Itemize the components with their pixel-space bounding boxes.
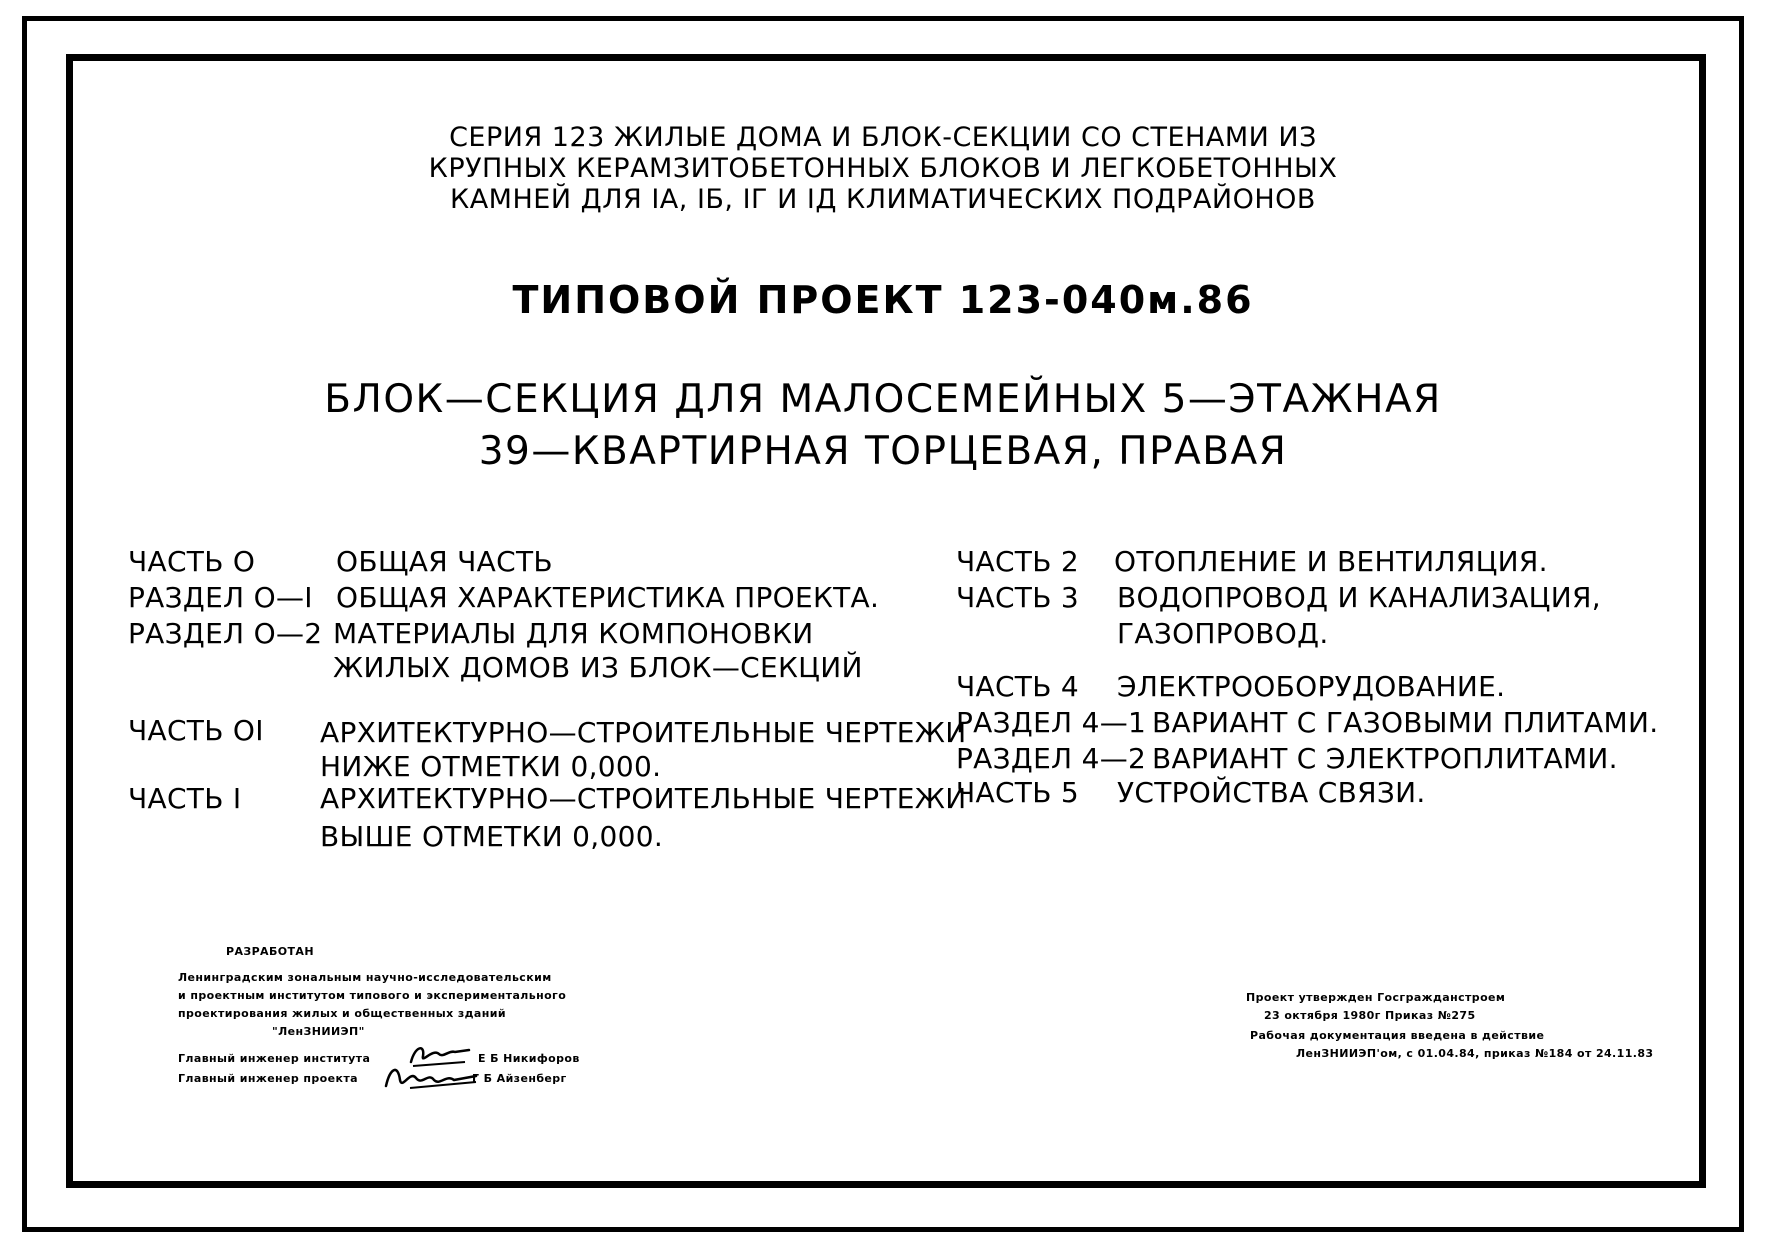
toc-left-text-0: ОБЩАЯ ЧАСТЬ bbox=[336, 545, 553, 578]
chief-project-title: Главный инженер проекта bbox=[178, 1072, 358, 1085]
developer-line-3: проектирования жилых и общественных зданий bbox=[178, 1007, 506, 1020]
toc-left-label-4: ЧАСТЬ I bbox=[128, 782, 242, 815]
toc-left-text-2b: ЖИЛЫХ ДОМОВ ИЗ БЛОК—СЕКЦИЙ bbox=[333, 651, 863, 684]
toc-right-text-0: ОТОПЛЕНИЕ И ВЕНТИЛЯЦИЯ. bbox=[1114, 545, 1548, 578]
subtitle-line-1: БЛОК—СЕКЦИЯ ДЛЯ МАЛОСЕМЕЙНЫХ 5—ЭТАЖНАЯ bbox=[324, 377, 1442, 422]
developer-line-4: "ЛенЗНИИЭП" bbox=[272, 1025, 365, 1038]
developer-line-1: Ленинградским зональным научно-исследовательским bbox=[178, 971, 552, 984]
toc-left-label-1: РАЗДЕЛ О—I bbox=[128, 581, 313, 614]
toc-right-text-5: УСТРОЙСТВА СВЯЗИ. bbox=[1117, 776, 1426, 809]
approval-line-4: ЛенЗНИИЭП'ом, с 01.04.84, приказ №184 от 24.11.83 bbox=[1296, 1047, 1654, 1060]
toc-right-label-2: ЧАСТЬ 4 bbox=[956, 670, 1080, 703]
chief-project-name: Г Б Айзенберг bbox=[472, 1072, 567, 1085]
toc-right-text-2: ЭЛЕКТРООБОРУДОВАНИЕ. bbox=[1117, 670, 1506, 703]
developer-heading: РАЗРАБОТАН bbox=[226, 945, 314, 958]
series-line-3: КАМНЕЙ ДЛЯ IА, IБ, IГ И IД КЛИМАТИЧЕСКИХ ПОДРАЙОНОВ bbox=[450, 184, 1316, 215]
toc-right-text-1b: ГАЗОПРОВОД. bbox=[1117, 617, 1329, 650]
toc-right-label-5: ЧАСТЬ 5 bbox=[956, 776, 1080, 809]
series-line-1: СЕРИЯ 123 ЖИЛЫЕ ДОМА И БЛОК-СЕКЦИИ СО СТЕНАМИ ИЗ bbox=[449, 122, 1317, 153]
project-title: ТИПОВОЙ ПРОЕКТ 123-040м.86 bbox=[512, 278, 1254, 322]
approval-line-3: Рабочая документация введена в действие bbox=[1250, 1029, 1545, 1042]
toc-left-label-3: ЧАСТЬ OI bbox=[128, 714, 264, 747]
toc-right-text-4: ВАРИАНТ С ЭЛЕКТРОПЛИТАМИ. bbox=[1152, 742, 1618, 775]
series-line-2: КРУПНЫХ КЕРАМЗИТОБЕТОННЫХ БЛОКОВ И ЛЕГКОБЕТОННЫХ bbox=[428, 153, 1338, 184]
toc-right-label-0: ЧАСТЬ 2 bbox=[956, 545, 1080, 578]
toc-right-text-1: ВОДОПРОВОД И КАНАЛИЗАЦИЯ, bbox=[1117, 581, 1601, 614]
chief-institute-name: Е Б Никифоров bbox=[478, 1052, 580, 1065]
toc-left-label-0: ЧАСТЬ О bbox=[128, 545, 256, 578]
toc-left-text-4b: ВЫШЕ ОТМЕТКИ 0,000. bbox=[320, 820, 664, 853]
toc-left-text-4: АРХИТЕКТУРНО—СТРОИТЕЛЬНЫЕ ЧЕРТЕЖИ bbox=[320, 782, 967, 815]
approval-line-1: Проект утвержден Госгражданстроем bbox=[1246, 991, 1506, 1004]
subtitle-line-2: 39—КВАРТИРНАЯ ТОРЦЕВАЯ, ПРАВАЯ bbox=[478, 429, 1288, 474]
toc-left-text-3b: НИЖЕ ОТМЕТКИ 0,000. bbox=[320, 750, 662, 783]
toc-left-text-2: МАТЕРИАЛЫ ДЛЯ КОМПОНОВКИ bbox=[333, 617, 814, 650]
approval-line-2: 23 октября 1980г Приказ №275 bbox=[1264, 1009, 1476, 1022]
toc-left-text-1: ОБЩАЯ ХАРАКТЕРИСТИКА ПРОЕКТА. bbox=[336, 581, 880, 614]
toc-right-text-3: ВАРИАНТ С ГАЗОВЫМИ ПЛИТАМИ. bbox=[1152, 706, 1659, 739]
developer-line-2: и проектным институтом типового и экспериментального bbox=[178, 989, 567, 1002]
toc-right-label-4: РАЗДЕЛ 4—2 bbox=[956, 742, 1147, 775]
toc-left-text-3: АРХИТЕКТУРНО—СТРОИТЕЛЬНЫЕ ЧЕРТЕЖИ bbox=[320, 716, 967, 749]
chief-institute-title: Главный инженер института bbox=[178, 1052, 371, 1065]
toc-right-label-3: РАЗДЕЛ 4—1 bbox=[956, 706, 1147, 739]
toc-left-label-2: РАЗДЕЛ О—2 bbox=[128, 617, 323, 650]
toc-right-label-1: ЧАСТЬ 3 bbox=[956, 581, 1080, 614]
